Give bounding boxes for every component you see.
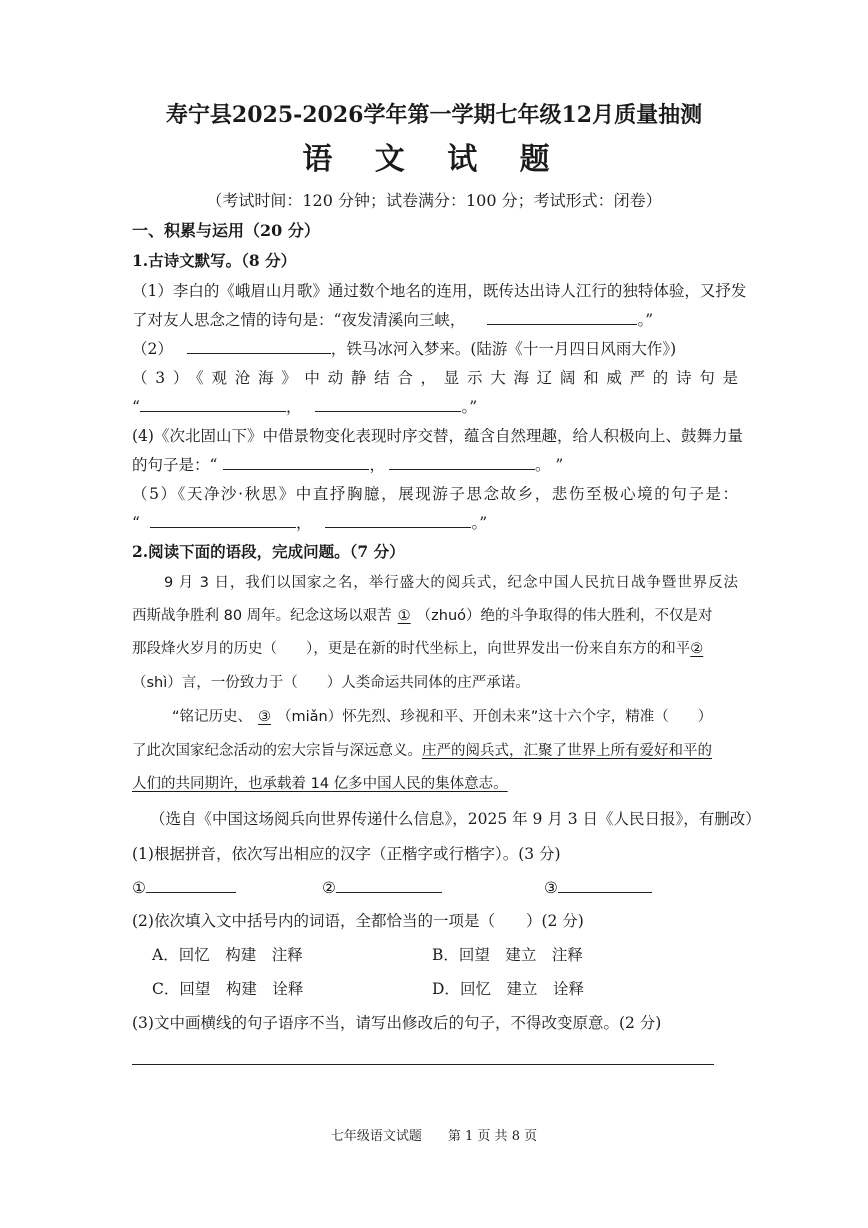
answer-label: ③ xyxy=(544,879,558,897)
answer-blank[interactable] xyxy=(140,396,286,412)
answer-blank[interactable] xyxy=(389,454,535,470)
answer-blank[interactable] xyxy=(223,454,369,470)
option-text: 回望 建立 注释 xyxy=(458,946,583,964)
comma: ， xyxy=(285,398,302,416)
comma: ， xyxy=(295,514,312,532)
option-text: 回忆 构建 注释 xyxy=(178,946,303,964)
passage-text: 西斯战争胜利 80 周年。纪念这场以艰苦 xyxy=(132,608,392,624)
q2-sub2: (2)依次填入文中括号内的词语，全都恰当的一项是（ ）(2 分) xyxy=(132,912,584,930)
option-label: D． xyxy=(432,980,460,998)
passage-line xyxy=(132,740,712,762)
question-1-title: 1.古诗文默写。（8 分） xyxy=(132,251,297,270)
pinyin-blank-3[interactable]: ③ xyxy=(258,709,272,725)
option-label: B． xyxy=(432,946,459,964)
pinyin-blank-1[interactable]: ① xyxy=(397,608,411,624)
q2-sub1-answers xyxy=(544,877,652,899)
page-footer: 七年级语文试题 第 1 页 共 8 页 xyxy=(330,1129,538,1144)
passage-text: “铭记历史、 xyxy=(172,709,253,725)
exam-info: （考试时间：120 分钟；试卷满分：100 分；考试形式：闭卷） xyxy=(206,191,662,210)
answer-label: ② xyxy=(322,879,336,897)
option-text: 回忆 建立 诠释 xyxy=(459,980,584,998)
q1-item5-line2 xyxy=(132,512,487,534)
answer-blank[interactable] xyxy=(325,512,471,528)
q1-item3-line2 xyxy=(132,396,477,418)
passage-line xyxy=(172,706,712,728)
pinyin-blank-2[interactable]: ② xyxy=(690,641,704,657)
q1-item1-prompt: 了对友人思念之情的诗句是：“夜发清溪向三峡， xyxy=(132,311,466,329)
q2-sub3: (3)文中画横线的句子语序不当，请写出修改后的句子，不得改变原意。(2 分) xyxy=(132,1014,662,1032)
option-d[interactable] xyxy=(432,978,584,1000)
exam-title: 寿宁县2025-2026学年第一学期七年级12月质量抽测 xyxy=(165,102,703,128)
q1-item1-tail: 。” xyxy=(637,311,654,329)
q1-item4-prompt: 的句子是：“ xyxy=(132,456,218,474)
q2-sub1-answers xyxy=(132,877,236,899)
answer-label: ① xyxy=(132,879,146,897)
passage-text: （zhuó）绝的斗争取得的伟大胜利，不仅是对 xyxy=(416,608,713,624)
q1-item2-tail: ，铁马冰河入梦来。(陆游《十一月四日风雨大作》) xyxy=(330,340,677,358)
passage-source: （选自《中国这场阅兵向世界传递什么信息》，2025 年 9 月 3 日《人民日报》，有删改） xyxy=(150,810,761,828)
passage-line xyxy=(132,638,703,660)
comma: ， xyxy=(369,456,385,474)
passage-text: （miǎn）怀先烈、珍视和平、开创未来”这十六个字，精准（ ） xyxy=(277,709,713,725)
open-quote: “ xyxy=(132,514,140,532)
option-a[interactable] xyxy=(152,944,303,966)
passage-line: （shì）言，一份致力于（ ）人类命运共同体的庄严承诺。 xyxy=(132,675,530,691)
answer-blank[interactable] xyxy=(187,338,331,354)
q1-item3-line1: （3）《观沧海》中动静结合，显示大海辽阔和威严的诗句是 xyxy=(132,369,738,387)
answer-blank[interactable] xyxy=(146,877,236,893)
close-quote: 。 ” xyxy=(534,456,564,474)
underlined-sentence: 庄严的阅兵式，汇聚了世界上所有爱好和平的 xyxy=(422,743,712,759)
answer-blank[interactable] xyxy=(487,309,637,325)
q2-sub1: (1)根据拼音，依次写出相应的汉字（正楷字或行楷字）。(3 分) xyxy=(132,845,561,863)
question-2-title: 2.阅读下面的语段，完成问题。（7 分） xyxy=(132,542,405,561)
passage-line xyxy=(132,605,713,627)
q1-item1-line1: （1）李白的《峨眉山月歌》通过数个地名的连用，既传达出诗人江行的独特体验，又抒发 xyxy=(132,282,747,300)
q1-item4-line2 xyxy=(132,454,563,476)
option-b[interactable] xyxy=(432,944,583,966)
passage-line: 9 月 3 日，我们以国家之名，举行盛大的阅兵式，纪念中国人民抗日战争暨世界反法 xyxy=(164,575,738,591)
option-c[interactable] xyxy=(152,978,303,1000)
option-label: A． xyxy=(152,946,179,964)
option-text: 回望 构建 诠释 xyxy=(179,980,304,998)
q1-item5-line1: （5）《天净沙·秋思》中直抒胸臆，展现游子思念故乡，悲伤至极心境的句子是： xyxy=(132,485,738,503)
subject-title: 语 文 试 题 xyxy=(302,142,566,177)
answer-blank[interactable] xyxy=(315,396,461,412)
passage-text: 了此次国家纪念活动的宏大宗旨与深远意义。 xyxy=(132,743,422,759)
q1-item2-label: （2） xyxy=(132,340,173,358)
answer-line[interactable] xyxy=(132,1064,714,1065)
close-quote: 。” xyxy=(471,514,488,532)
underlined-sentence: 人们的共同期许，也承载着 14 亿多中国人民的集体意志。 xyxy=(132,776,508,792)
q2-sub1-answers xyxy=(322,877,442,899)
close-quote: 。” xyxy=(461,398,478,416)
answer-blank[interactable] xyxy=(336,877,442,893)
q1-item1-line2 xyxy=(132,309,653,331)
option-label: C． xyxy=(152,980,180,998)
answer-blank[interactable] xyxy=(558,877,652,893)
open-quote: “ xyxy=(132,398,140,416)
q1-item4-line1: (4)《次北固山下》中借景物变化表现时序交替，蕴含自然理趣，给人积极向上、鼓舞力量 xyxy=(132,427,743,445)
answer-blank[interactable] xyxy=(150,512,296,528)
section-heading: 一、积累与运用（20 分） xyxy=(132,221,320,240)
passage-text: 那段烽火岁月的历史（ ），更是在新的时代坐标上，向世界发出一份来自东方的和平 xyxy=(132,641,691,657)
q1-item2 xyxy=(132,338,676,360)
